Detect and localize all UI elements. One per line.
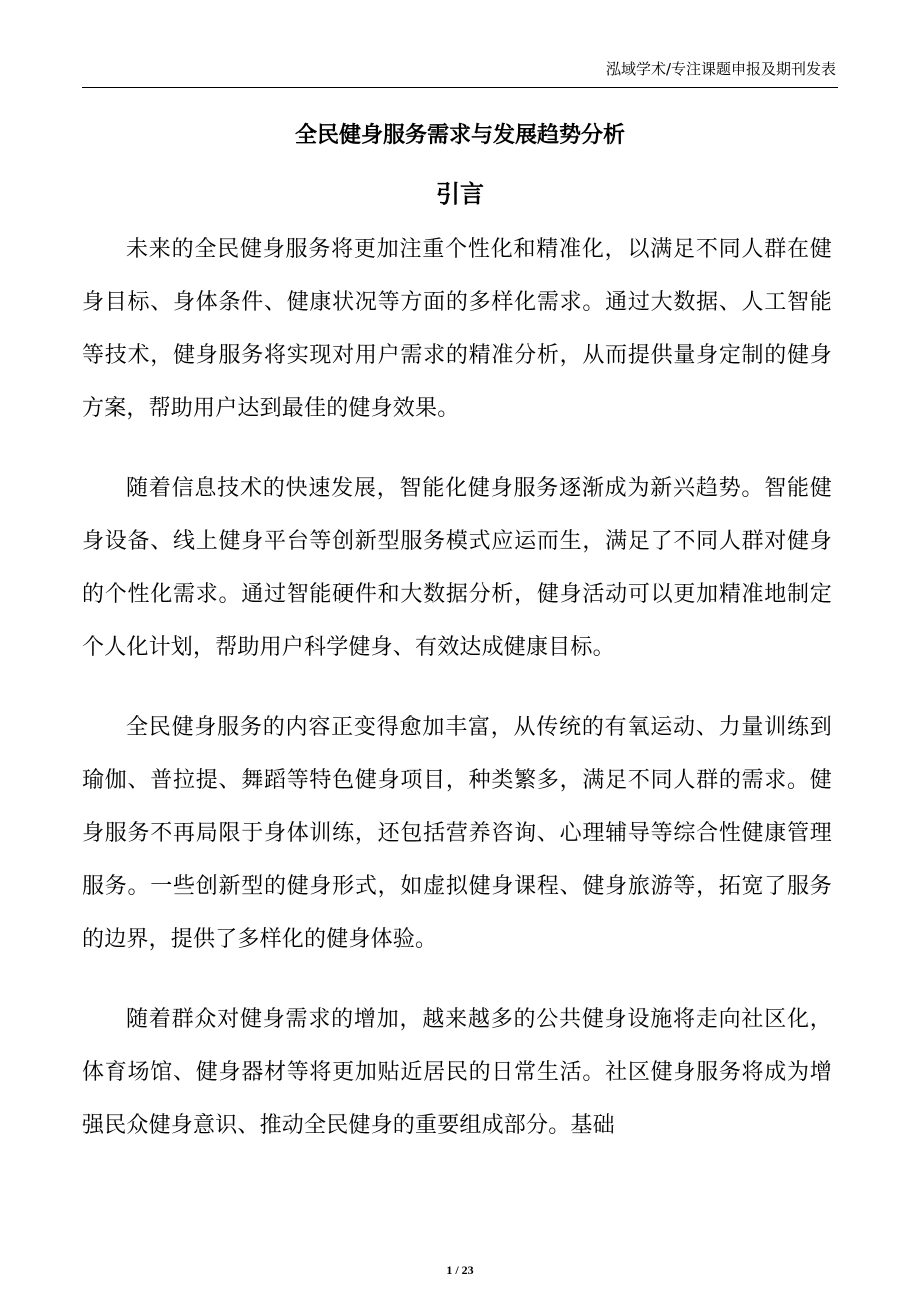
document-body (82, 223, 832, 1179)
page-number: 1 / 23 (446, 1263, 474, 1277)
paragraph: 随着群众对健身需求的增加，越来越多的公共健身设施将走向社区化，体育场馆、健身器材等将更加贴近居民的日常生活。社区健身服务将成为增强民众健身意识、推动全民健身的重要组成部分。基础 (82, 1007, 832, 1138)
paragraph: 随着信息技术的快速发展，智能化健身服务逐渐成为新兴趋势。智能健身设备、线上健身平台等创新型服务模式应运而生，满足了不同人群对健身的个性化需求。通过智能硬件和大数据分析，健身活动可以更加精准地制定个人化计划，帮助用户科学健身、有效达成健康目标。 (82, 476, 832, 660)
paragraph: 全民健身服务的内容正变得愈加丰富，从传统的有氧运动、力量训练到瑜伽、普拉提、舞蹈等特色健身项目，种类繁多，满足不同人群的需求。健身服务不再局限于身体训练，还包括营养咨询、心理辅导等综合性健康管理服务。一些创新型的健身形式，如虚拟健身课程、健身旅游等，拓宽了服务的边界，提供了多样化的健身体验。 (82, 715, 832, 952)
header-divider (82, 87, 838, 88)
page-header: 泓域学术/专注课题申报及期刊发表 (605, 60, 836, 78)
paragraph: 未来的全民健身服务将更加注重个性化和精准化，以满足不同人群在健身目标、身体条件、健康状况等方面的多样化需求。通过大数据、人工智能等技术，健身服务将实现对用户需求的精准分析，从而提供量身定制的健身方案，帮助用户达到最佳的健身效果。 (82, 237, 832, 421)
document-title: 全民健身服务需求与发展趋势分析 (294, 123, 625, 148)
section-heading-introduction: 引言 (436, 180, 484, 208)
